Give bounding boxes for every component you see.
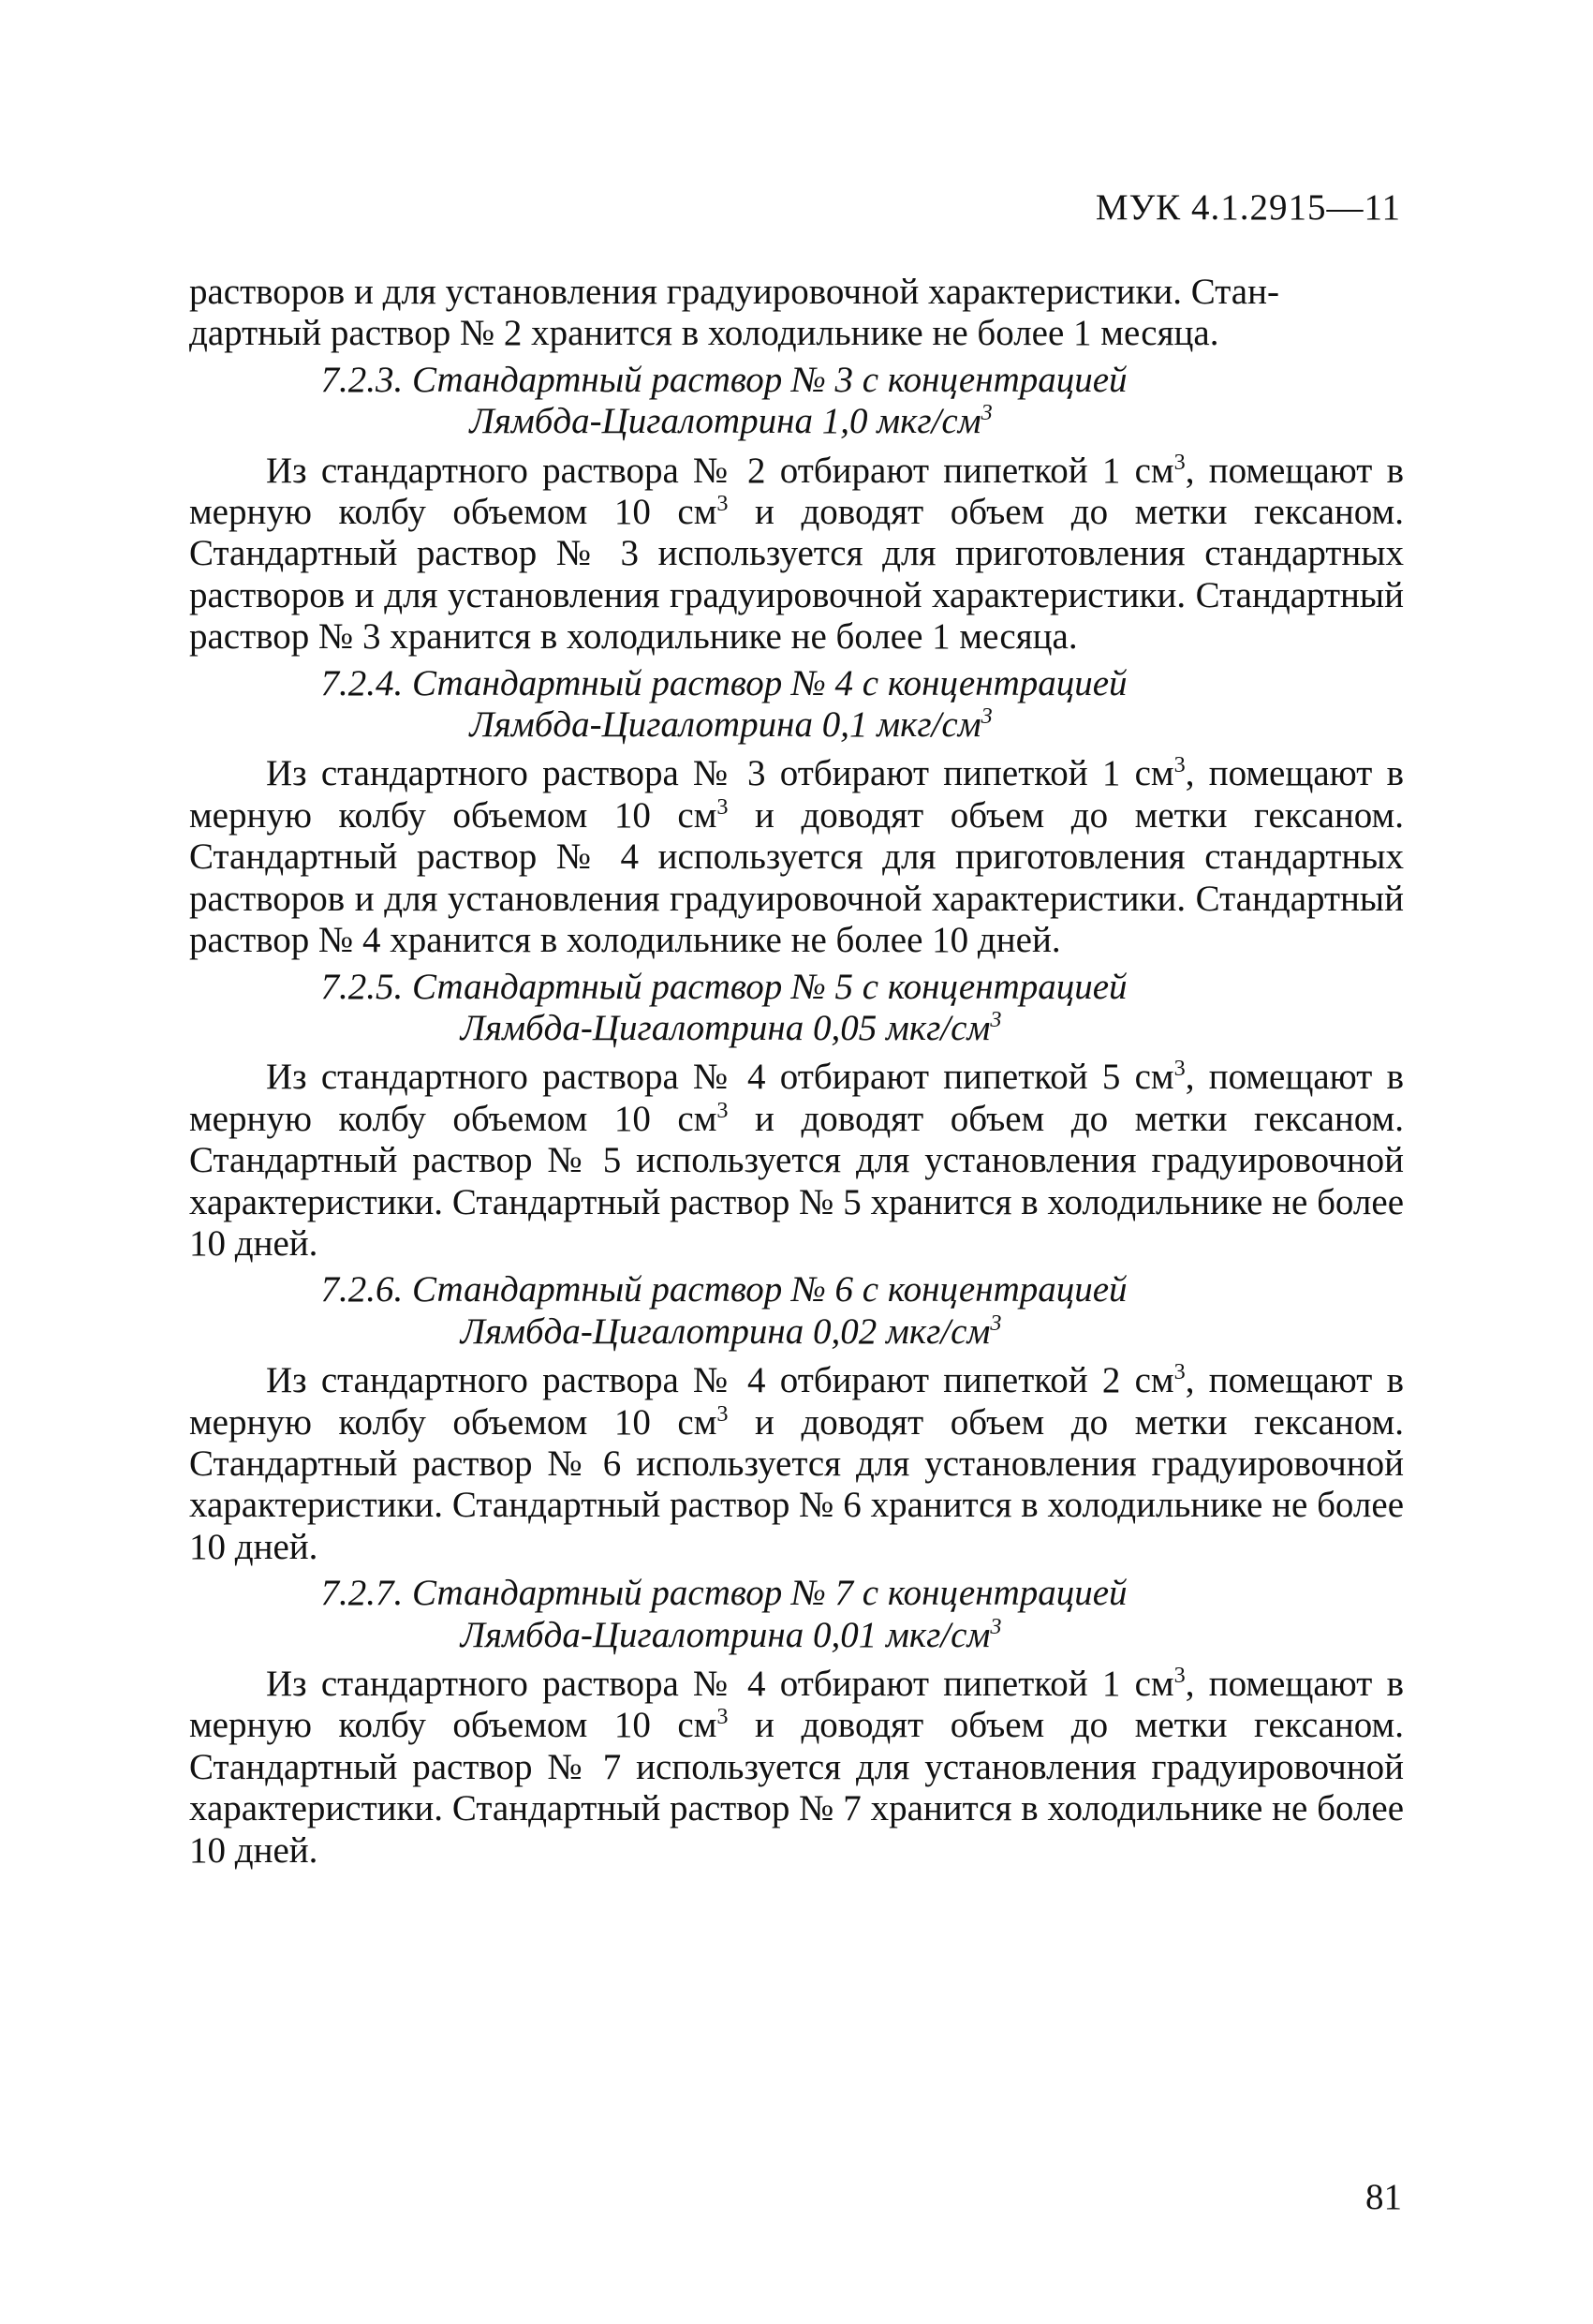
- section-paragraph-7-2-4: Из стандартного раствора № 3 отбирают пипеткой 1 $см^3$, помещают в мерную колбу объемом 10 $см^3$ и доводят объем до метки гексаном. Стандартный раствор № 4 используется для приготовления стандартных растворов и для установления градуировочной характеристики. Стандартный раствор № 4 хранится в холодильнике не более 10 дней.: [189, 752, 1404, 961]
- section-heading-7-2-5: 7.2.5. Стандартный раствор № 5 с концентрацией Лямбда-Цигалотрина 0,05 мкг/$см^3$: [320, 966, 1128, 1048]
- section-paragraph-7-2-3: Из стандартного раствора № 2 отбирают пипеткой 1 $см^3$, помещают в мерную колбу объемом 10 $см^3$ и доводят объем до метки гексаном. Стандартный раствор № 3 используется для приготовления стандартных растворов и для установления градуировочной характеристики. Стандартный раствор № 3 хранится в холодильнике не более 1 месяца.: [189, 449, 1404, 658]
- section-paragraph-7-2-6: Из стандартного раствора № 4 отбирают пипеткой 2 $см^3$, помещают в мерную колбу объемом 10 $см^3$ и доводят объем до метки гексаном. Стандартный раствор № 6 используется для установления градуировочной характеристики. Стандартный раствор № 6 хранится в холодильнике не более 10 дней.: [189, 1359, 1404, 1567]
- intro-line-1: растворов и для установления градуировочной характеристики. Стан-: [189, 272, 1279, 312]
- page-number: 81: [1365, 2177, 1402, 2217]
- section-heading-7-2-4: 7.2.4. Стандартный раствор № 4 с концентрацией Лямбда-Цигалотрина 0,1 мкг/$см^3$: [320, 662, 1128, 746]
- section-heading-7-2-3: 7.2.3. Стандартный раствор № 3 с концентрацией Лямбда-Цигалотрина 1,0 мкг/$см^3$: [320, 359, 1128, 442]
- intro-line-2: дартный раствор № 2 хранится в холодильнике не более 1 месяца.: [189, 313, 1219, 354]
- section-heading-7-2-6: 7.2.6. Стандартный раствор № 6 с концентрацией Лямбда-Цигалотрина 0,02 мкг/$см^3$: [320, 1269, 1128, 1352]
- section-heading-7-2-7: 7.2.7. Стандартный раствор № 7 с концентрацией Лямбда-Цигалотрина 0,01 мкг/$см^3$: [320, 1573, 1128, 1655]
- intro-paragraph: [189, 272, 1404, 355]
- section-paragraph-7-2-5: Из стандартного раствора № 4 отбирают пипеткой 5 $см^3$, помещают в мерную колбу объемом 10 $см^3$ и доводят объем до метки гексаном. Стандартный раствор № 5 используется для установления градуировочной характеристики. Стандартный раствор № 5 хранится в холодильнике не более 10 дней.: [189, 1056, 1404, 1264]
- running-header: МУК 4.1.2915—11: [1095, 187, 1401, 228]
- body-text: [189, 272, 1404, 1872]
- section-paragraph-7-2-7: Из стандартного раствора № 4 отбирают пипеткой 1 $см^3$, помещают в мерную колбу объемом 10 $см^3$ и доводят объем до метки гексаном. Стандартный раствор № 7 используется для установления градуировочной характеристики. Стандартный раствор № 7 хранится в холодильнике не более 10 дней.: [189, 1663, 1404, 1871]
